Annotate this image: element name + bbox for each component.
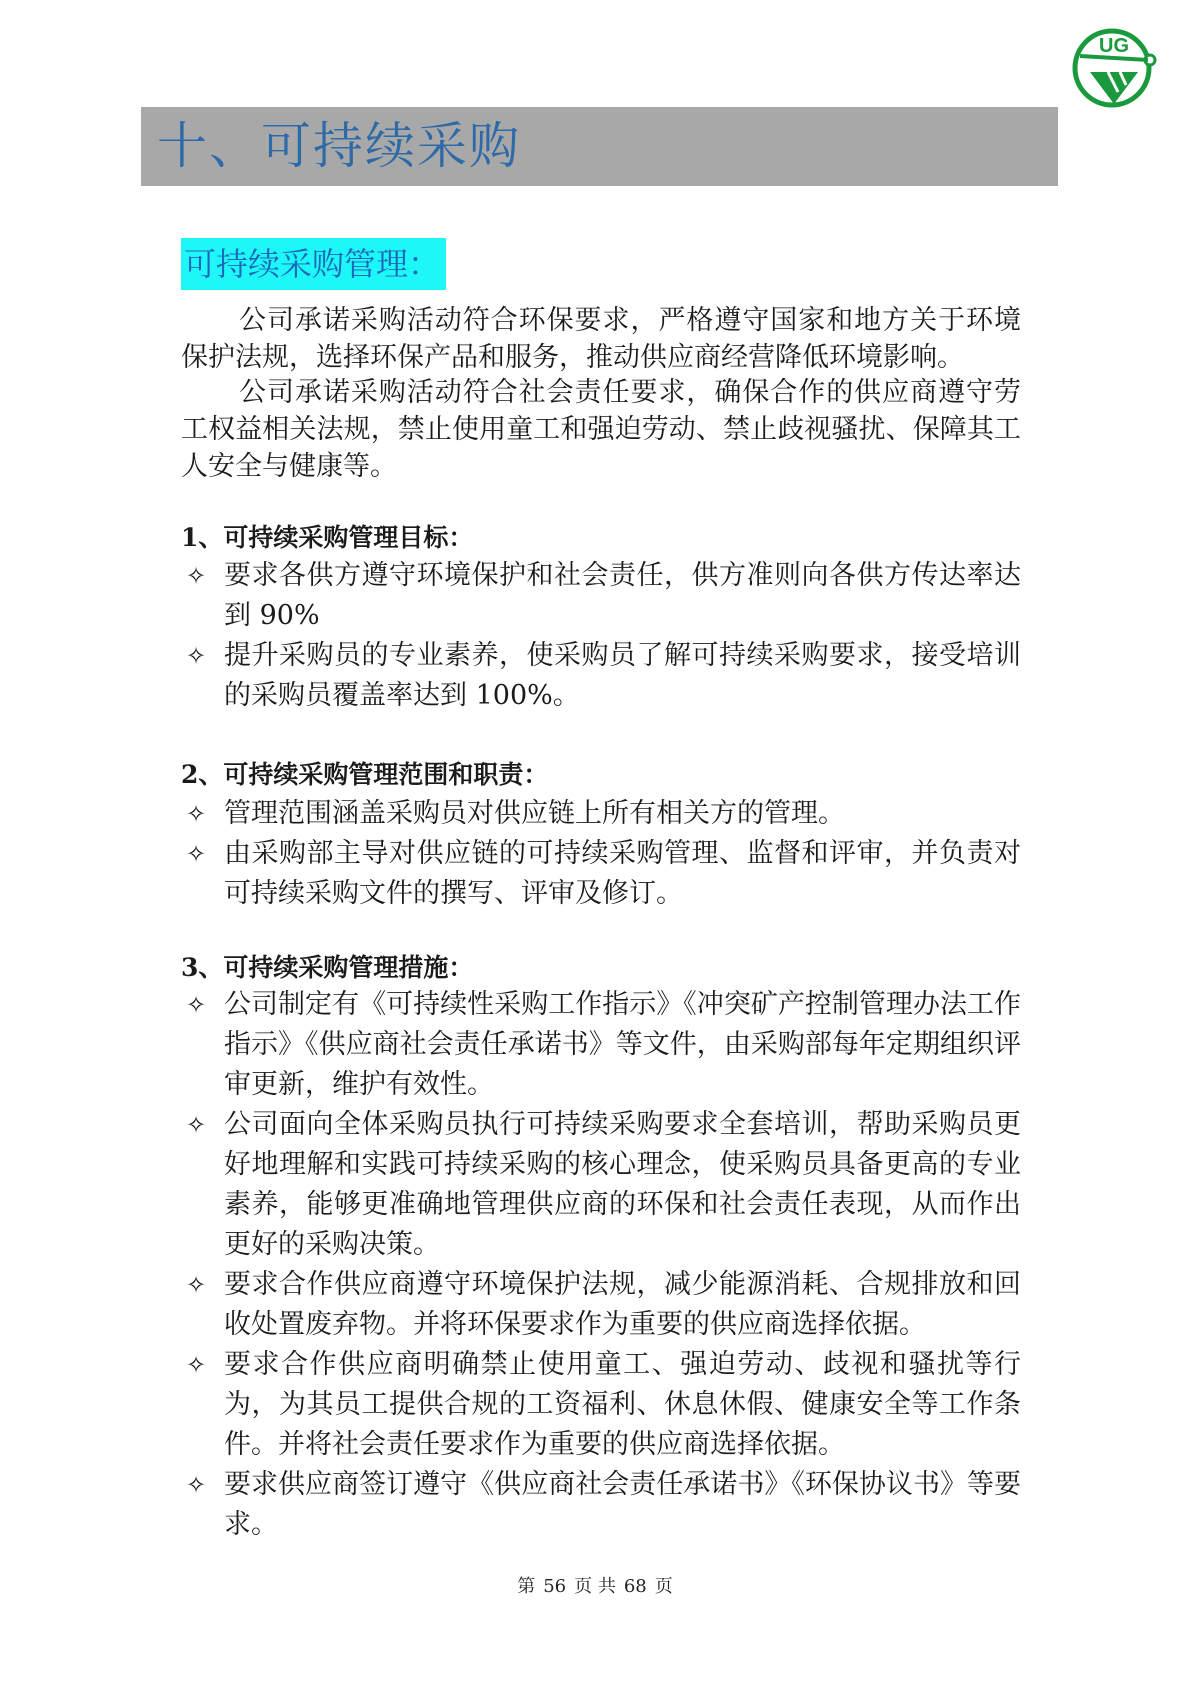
logo-text: UG	[1099, 35, 1129, 57]
subsection-heading-measures: 3、可持续采购管理措施：	[181, 953, 474, 982]
footer-middle: 页 共	[574, 1576, 616, 1597]
list-item	[181, 636, 1021, 716]
bullet-icon: ✧	[185, 840, 207, 868]
list-item	[181, 1105, 1021, 1265]
bullet-icon: ✧	[185, 642, 207, 670]
footer-prefix: 第	[517, 1576, 536, 1597]
measures-list	[181, 985, 1021, 1545]
subsection-heading-goals: 1、可持续采购管理目标：	[181, 523, 474, 552]
list-item	[181, 1465, 1021, 1545]
list-item	[181, 985, 1021, 1105]
list-item	[181, 556, 1021, 636]
list-item	[181, 794, 1021, 834]
list-item-text: 公司面向全体采购员执行可持续采购要求全套培训，帮助采购员更好地理解和实践可持续采购的核心理念，使采购员具备更高的专业素养，能够更准确地管理供应商的环保和社会责任表现，从而作出更好的采购决策。	[224, 1109, 1021, 1260]
intro-paragraph-social: 公司承诺采购活动符合社会责任要求，确保合作的供应商遵守劳工权益相关法规，禁止使用童工和强迫劳动、禁止歧视骚扰、保障其工人安全与健康等。	[181, 377, 1021, 482]
ug-company-logo	[1068, 22, 1160, 114]
intro-paragraph-environment: 公司承诺采购活动符合环保要求，严格遵守国家和地方关于环境保护法规，选择环保产品和服务，推动供应商经营降低环境影响。	[181, 305, 1021, 373]
list-item-text: 由采购部主导对供应链的可持续采购管理、监督和评审，并负责对可持续采购文件的撰写、评审及修订。	[224, 838, 1021, 909]
chapter-title-bar	[141, 107, 1058, 186]
list-item-text: 要求合作供应商遵守环境保护法规，减少能源消耗、合规排放和回收处置废弃物。并将环保要求作为重要的供应商选择依据。	[224, 1269, 1021, 1340]
footer-suffix: 页	[654, 1576, 673, 1597]
total-page-number: 68	[623, 1576, 647, 1597]
bullet-icon: ✧	[185, 1351, 207, 1379]
list-item	[181, 834, 1021, 914]
list-item-text: 要求供应商签订遵守《供应商社会责任承诺书》《环保协议书》等要求。	[224, 1469, 1021, 1540]
subsection-heading-scope: 2、可持续采购管理范围和职责：	[181, 760, 549, 789]
chapter-title: 十、可持续采购	[157, 117, 521, 175]
bullet-icon: ✧	[185, 991, 207, 1019]
bullet-icon: ✧	[185, 1271, 207, 1299]
list-item	[181, 1265, 1021, 1345]
section-title: 可持续采购管理：	[181, 238, 446, 290]
bullet-icon: ✧	[185, 1471, 207, 1499]
goals-list	[181, 556, 1021, 716]
list-item-text: 要求合作供应商明确禁止使用童工、强迫劳动、歧视和骚扰等行为，为其员工提供合规的工资福利、休息休假、健康安全等工作条件。并将社会责任要求作为重要的供应商选择依据。	[224, 1349, 1021, 1460]
list-item-text: 公司制定有《可持续性采购工作指示》《冲突矿产控制管理办法工作指示》《供应商社会责任承诺书》等文件，由采购部每年定期组织评审更新，维护有效性。	[224, 989, 1021, 1100]
bullet-icon: ✧	[185, 562, 207, 590]
list-item	[181, 1345, 1021, 1465]
bullet-icon: ✧	[185, 1111, 207, 1139]
list-item-text: 要求各供方遵守环境保护和社会责任，供方准则向各供方传达率达到 90%	[224, 560, 1021, 631]
list-item-text: 提升采购员的专业素养，使采购员了解可持续采购要求，接受培训的采购员覆盖率达到 100%。	[224, 640, 1021, 711]
current-page-number: 56	[543, 1576, 567, 1597]
scope-list	[181, 794, 1021, 914]
list-item-text: 管理范围涵盖采购员对供应链上所有相关方的管理。	[224, 798, 845, 829]
bullet-icon: ✧	[185, 800, 207, 828]
page-number-footer	[0, 1574, 1190, 1600]
